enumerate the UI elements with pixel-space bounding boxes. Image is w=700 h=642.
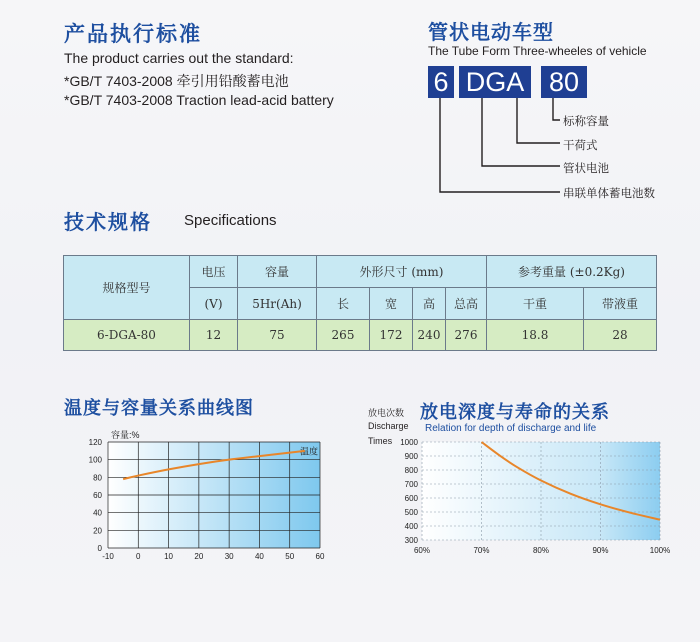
life-chart-title: 放电深度与寿命的关系 (420, 402, 610, 423)
x-tick-label: 30 (224, 552, 234, 561)
y-tick-label: 300 (404, 536, 418, 545)
y-axis-label: 容量:% (111, 430, 140, 440)
y-tick-label: 100 (88, 455, 102, 465)
tag-dry-charged: 干荷式 (563, 138, 598, 152)
x-tick-label: 80% (532, 546, 550, 555)
temp-chart-title: 温度与容量关系曲线图 (64, 398, 254, 419)
x-tick-label: 10 (164, 552, 174, 561)
y-tick-label: 700 (404, 480, 418, 489)
y-tick-label: 60 (93, 491, 102, 500)
th-capacity-unit: 5Hr(Ah) (238, 288, 317, 320)
x-tick-label: 100% (649, 546, 671, 555)
standard-title: 产品执行标准 (64, 22, 202, 46)
connector-capacity (553, 98, 560, 120)
y-tick-label: 120 (88, 438, 102, 447)
y-tick-label: 20 (93, 526, 102, 536)
cell-height: 240 (413, 320, 446, 351)
life-ylabel-en: Discharge (368, 421, 409, 431)
th-length: 长 (317, 288, 370, 320)
cell-model: 6-DGA-80 (64, 320, 190, 351)
cell-dry-weight: 18.8 (487, 320, 584, 351)
tag-capacity: 标称容量 (563, 114, 609, 128)
y-tick-label: 400 (404, 522, 418, 531)
specs-subtitle: Specifications (184, 212, 277, 229)
th-model: 规格型号 (64, 256, 190, 320)
x-tick-label: 40 (254, 552, 264, 561)
cell-total-height: 276 (446, 320, 487, 351)
standard-line-1: The product carries out the standard: (64, 50, 294, 66)
y-tick-label: 40 (93, 508, 102, 518)
y-tick-label: 80 (93, 473, 102, 483)
cell-voltage: 12 (190, 320, 238, 351)
y-tick-label: 600 (404, 494, 418, 503)
model-code-cells: 6 (428, 66, 454, 98)
specs-table (63, 255, 657, 351)
tag-series-cells: 串联单体蓄电池数 (563, 186, 655, 200)
connector-series (440, 98, 560, 192)
y-tick-label: 1000 (400, 438, 418, 447)
th-capacity: 容量 (238, 256, 317, 288)
model-subtitle: The Tube Form Three-wheeles of vehicle (428, 44, 647, 58)
model-code-capacity: 80 (541, 66, 587, 98)
th-wet-weight: 带液重 (584, 288, 657, 320)
model-title: 管状电动车型 (428, 20, 554, 44)
life-ylabel-times: Times (368, 436, 393, 446)
th-voltage: 电压 (190, 256, 238, 288)
life-ylabel-cn: 放电次数 (368, 408, 405, 418)
dod-life-chart (380, 430, 680, 565)
x-tick-label: 60% (413, 546, 431, 555)
table-row (64, 320, 657, 351)
cell-capacity: 75 (238, 320, 317, 351)
y-tick-label: 500 (404, 508, 418, 517)
x-tick-label: 60 (315, 552, 325, 561)
x-tick-label: 90% (592, 546, 609, 555)
specs-title: 技术规格 (64, 210, 152, 234)
x-tick-label: 70% (473, 546, 490, 555)
cell-length: 265 (317, 320, 370, 351)
x-tick-label: -10 (102, 552, 114, 561)
x-tick-label: 50 (285, 552, 295, 561)
th-dimensions: 外形尺寸 (mm) (317, 256, 487, 288)
temp-capacity-chart (60, 420, 360, 570)
model-code-type: DGA (459, 66, 531, 98)
th-weight: 参考重量 (±0.2Kg) (487, 256, 657, 288)
th-height: 高 (413, 288, 446, 320)
series-label: 温度 (299, 446, 318, 457)
tag-tube-battery: 管状电池 (563, 161, 609, 175)
standard-line-2: *GB/T 7403-2008 牵引用铅酸蓄电池 (64, 73, 289, 89)
life-chart-subtitle: Relation for depth of discharge and life (425, 423, 597, 434)
x-tick-label: 20 (194, 552, 204, 561)
cell-width: 172 (370, 320, 413, 351)
th-voltage-unit: (V) (190, 288, 238, 320)
y-tick-label: 800 (404, 466, 418, 475)
connector-tube (482, 98, 560, 166)
th-total-height: 总高 (446, 288, 487, 320)
x-tick-label: 0 (136, 552, 141, 561)
th-width: 宽 (370, 288, 413, 320)
th-dry-weight: 干重 (487, 288, 584, 320)
standard-line-3: *GB/T 7403-2008 Traction lead-acid battery (64, 92, 334, 108)
y-tick-label: 900 (404, 452, 418, 461)
y-tick-label: 0 (97, 544, 102, 553)
cell-wet-weight: 28 (584, 320, 657, 351)
